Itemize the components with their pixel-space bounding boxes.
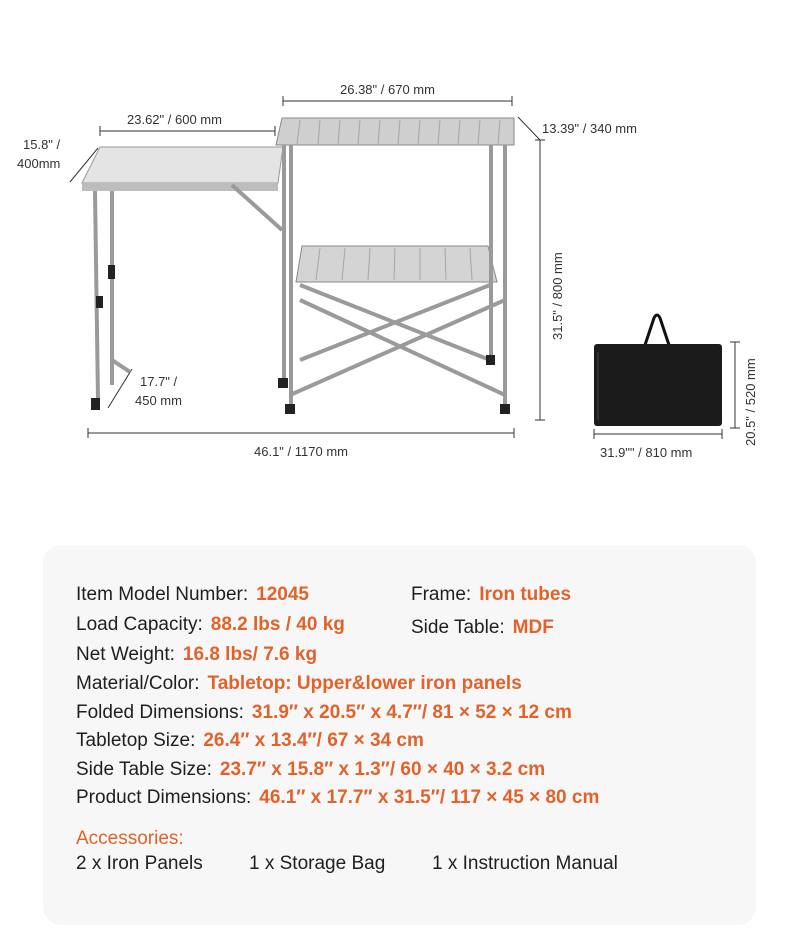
spec-material-value: Tabletop: Upper&lower iron panels xyxy=(207,673,522,694)
spec-model xyxy=(76,584,309,606)
side-table xyxy=(82,147,283,410)
total-width-label: 46.1" / 1170 mm xyxy=(254,444,348,459)
main-stand xyxy=(276,118,514,414)
height-label: 31.5" / 800 mm xyxy=(550,252,565,340)
spec-load-label: Load Capacity: xyxy=(76,614,203,635)
top-depth-label: 13.39" / 340 mm xyxy=(542,121,637,136)
top-width-label: 26.38" / 670 mm xyxy=(340,82,435,97)
spec-weight xyxy=(76,644,317,666)
side-depth-label-1: 15.8" / xyxy=(23,137,61,152)
spec-folded-label: Folded Dimensions: xyxy=(76,702,244,723)
spec-load-value: 88.2 lbs / 40 kg xyxy=(210,614,345,635)
leg-spread-label-1: 17.7" / xyxy=(140,374,178,389)
spec-tabletop xyxy=(76,730,424,752)
bag-width-label: 31.9"" / 810 mm xyxy=(600,445,693,460)
accessory-item: 1 x Instruction Manual xyxy=(432,853,618,874)
spec-sidetable-size xyxy=(76,759,545,781)
spec-sidetable-size-label: Side Table Size: xyxy=(76,759,212,780)
storage-bag xyxy=(594,315,722,426)
spec-product-value: 46.1′′ x 17.7′′ x 31.5′′/ 117 × 45 × 80 cm xyxy=(259,787,600,808)
spec-load xyxy=(76,614,345,636)
spec-model-value: 12045 xyxy=(256,584,309,605)
side-depth-label-2: 400mm xyxy=(17,156,61,171)
spec-weight-value: 16.8 lbs/ 7.6 kg xyxy=(182,644,318,665)
accessories-title: Accessories: xyxy=(76,828,184,849)
spec-folded-value: 31.9′′ x 20.5′′ x 4.7′′/ 81 × 52 × 12 cm xyxy=(251,702,572,723)
spec-product xyxy=(76,787,599,809)
spec-weight-label: Net Weight: xyxy=(76,644,175,665)
spec-folded xyxy=(76,702,572,724)
spec-side-table-label: Side Table: xyxy=(411,617,505,638)
side-width-label: 23.62" / 600 mm xyxy=(127,112,222,127)
spec-side-table-value: MDF xyxy=(512,617,554,638)
spec-side-table xyxy=(411,617,554,639)
spec-frame-label: Frame: xyxy=(411,584,472,605)
spec-product-label: Product Dimensions: xyxy=(76,787,252,808)
accessory-item: 2 x Iron Panels xyxy=(76,853,203,874)
bag-height-label: 20.5" / 520 mm xyxy=(743,358,758,446)
spec-tabletop-label: Tabletop Size: xyxy=(76,730,196,751)
spec-model-label: Item Model Number: xyxy=(76,584,249,605)
spec-material xyxy=(76,673,522,695)
spec-tabletop-value: 26.4′′ x 13.4′′/ 67 × 34 cm xyxy=(203,730,424,751)
spec-frame-value: Iron tubes xyxy=(479,584,572,605)
spec-frame xyxy=(411,584,571,606)
accessory-item: 1 x Storage Bag xyxy=(249,853,386,874)
spec-sidetable-size-value: 23.7′′ x 15.8′′ x 1.3′′/ 60 × 40 × 3.2 cm xyxy=(219,759,546,780)
spec-material-label: Material/Color: xyxy=(76,673,200,694)
leg-spread-label-2: 450 mm xyxy=(135,393,182,408)
